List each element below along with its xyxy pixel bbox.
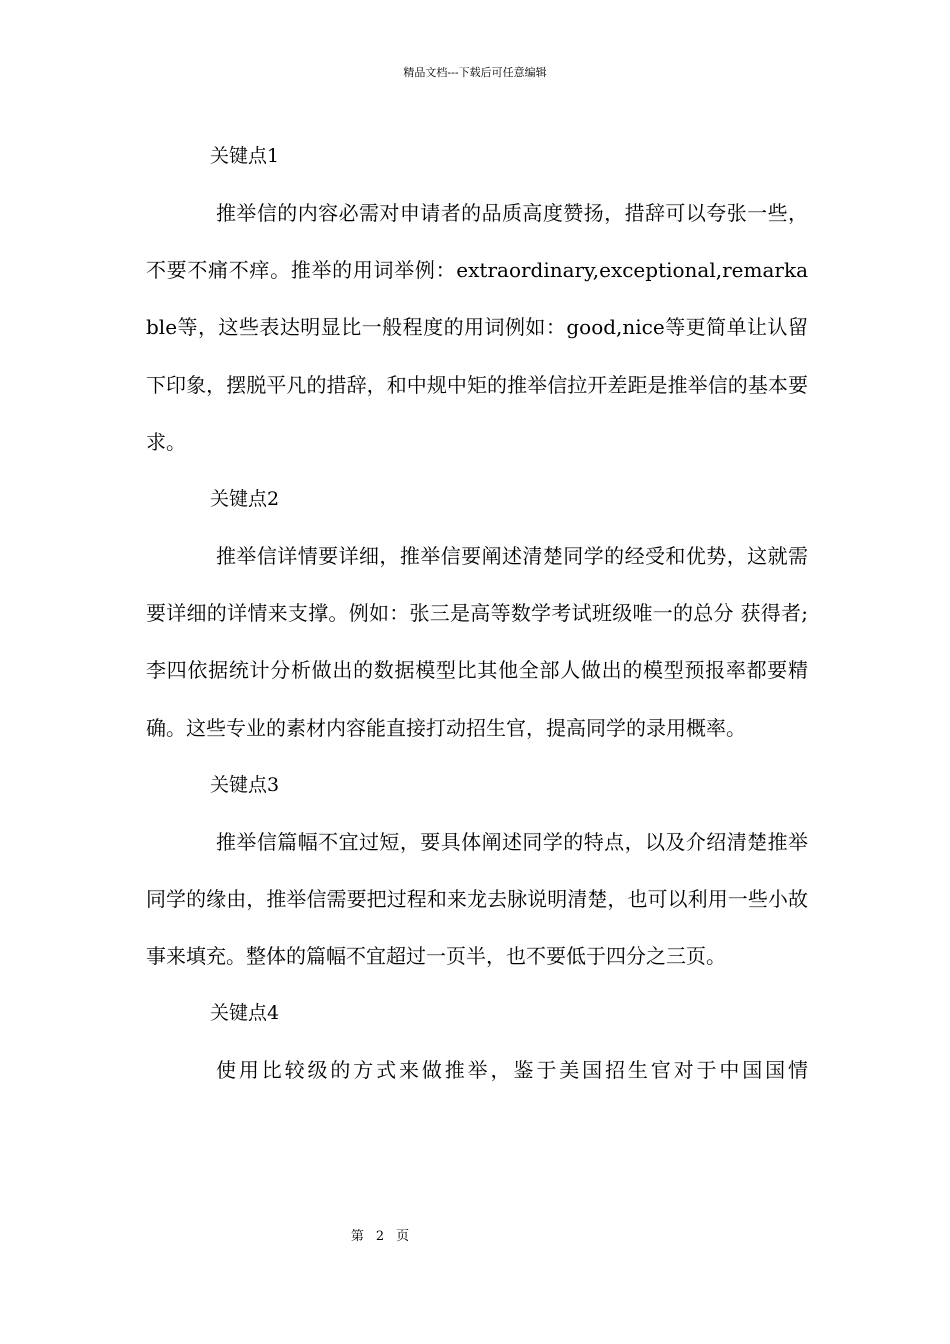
footer-suffix: 页	[396, 1229, 410, 1244]
footer-prefix: 第	[350, 1229, 364, 1244]
document-body	[146, 128, 808, 1100]
section-paragraph: 推举信的内容必需对申请者的品质高度赞扬，措辞可以夸张一些，不要不痛不痒。推举的用词举例：extraordinary,exceptional,remarkable等，这些表达明显比一般程度的用词例如：good,nice等更简单让认留下印象，摆脱平凡的措辞，和中规中矩的推举信拉开差距是推举信的基本要求。	[146, 201, 808, 454]
page-number: 2	[375, 1229, 385, 1244]
section-paragraph: 推举信详情要详细，推举信要阐述清楚同学的经受和优势，这就需要详细的详情来支撑。例如：张三是高等数学考试班级唯一的总分 获得者;李四依据统计分析做出的数据模型比其他全部人做出的模型预报率都要精确。这些专业的素材内容能直接打动招生官，提高同学的录用概率。	[146, 544, 808, 740]
section-heading: 关键点2	[210, 488, 280, 511]
page-header: 精品文档---下载后可任意编辑	[403, 66, 547, 79]
section-paragraph: 推举信篇幅不宜过短，要具体阐述同学的特点，以及介绍清楚推举同学的缘由，推举信需要把过程和来龙去脉说明清楚，也可以利用一些小故事来填充。整体的篇幅不宜超过一页半，也不要低于四分之三页。	[146, 829, 808, 969]
section-heading: 关键点3	[210, 773, 280, 796]
section-heading: 关键点4	[210, 1002, 280, 1025]
section-heading: 关键点1	[210, 145, 280, 167]
page-footer	[0, 1229, 760, 1245]
section-paragraph: 使用比较级的方式来做推举，鉴于美国招生官对于中国国情	[216, 1058, 808, 1083]
